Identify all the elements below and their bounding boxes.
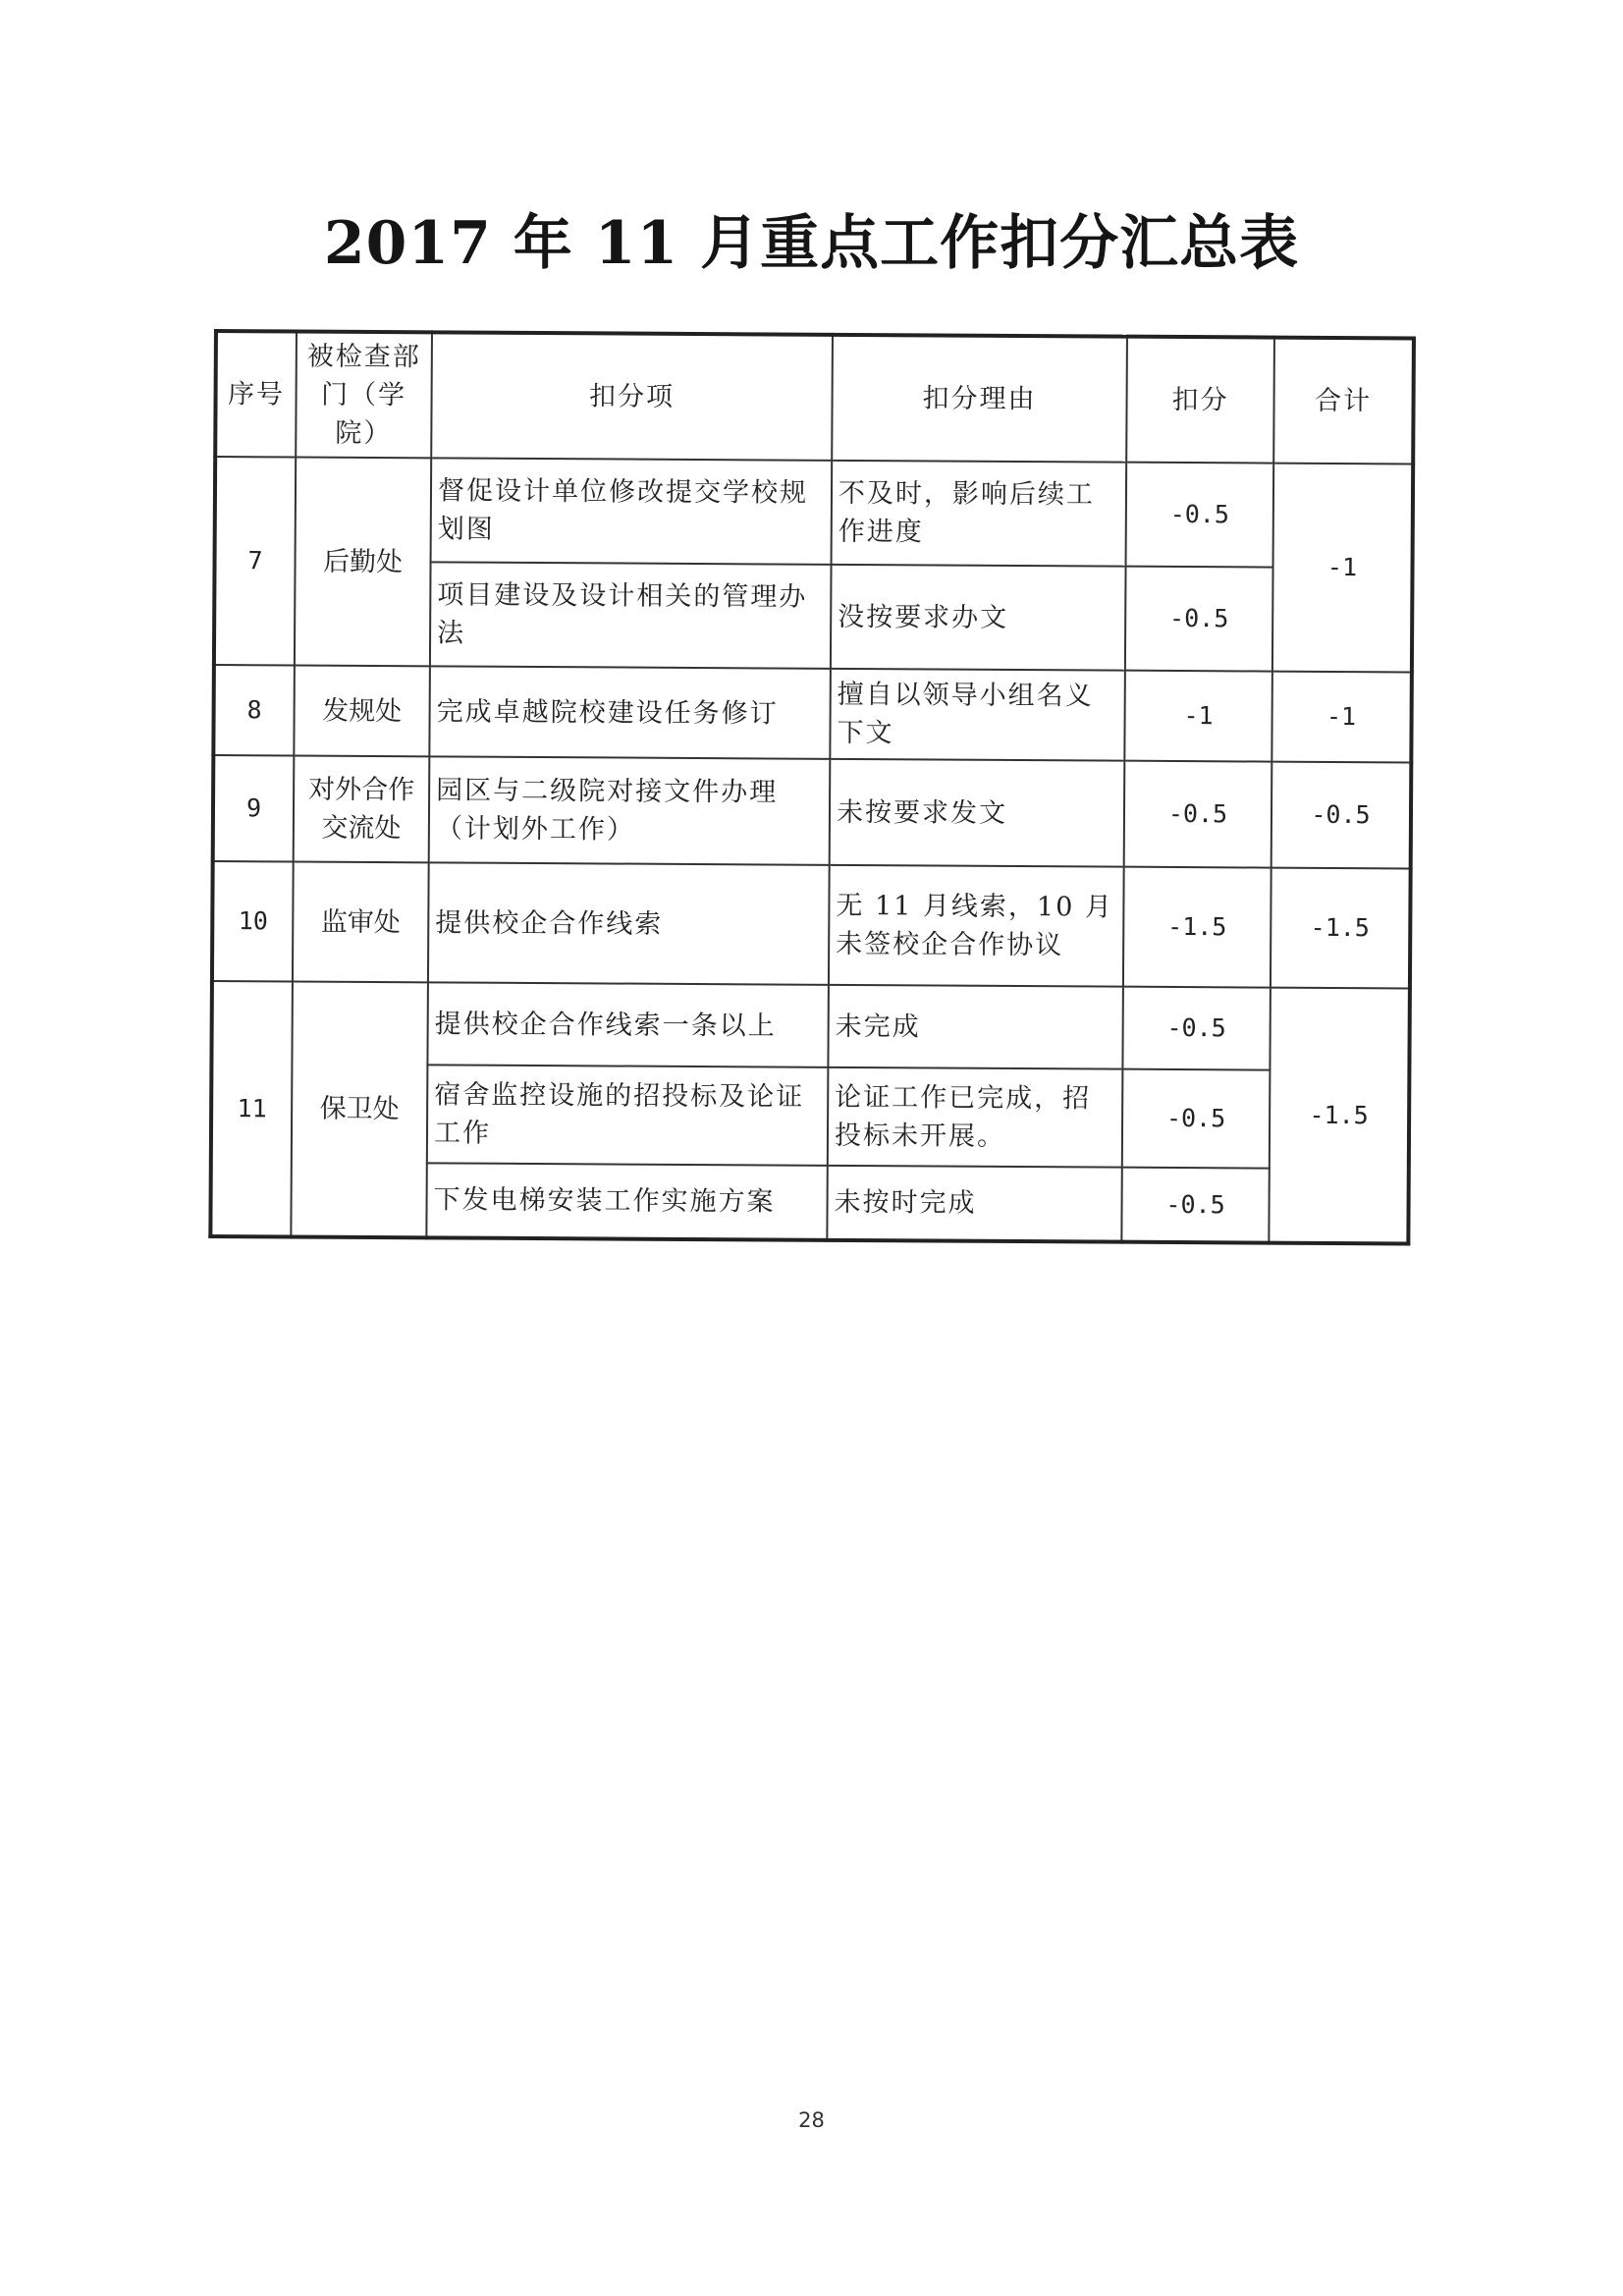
row-dept: 对外合作交流处	[294, 756, 430, 863]
row-reason: 擅自以领导小组名义下文	[830, 669, 1125, 761]
header-score: 扣分	[1126, 337, 1274, 464]
header-total: 合计	[1273, 338, 1414, 465]
row-reason: 没按要求办文	[831, 565, 1126, 671]
row-dept: 监审处	[293, 862, 429, 983]
table-row	[213, 755, 1412, 868]
header-item: 扣分项	[431, 332, 833, 461]
table-row	[211, 981, 1409, 1070]
row-item: 完成卓越院校建设任务修订	[429, 667, 831, 759]
table-row	[213, 665, 1412, 762]
row-dept: 后勤处	[295, 458, 431, 667]
row-item: 项目建设及设计相关的管理办法	[430, 563, 832, 669]
row-reason: 无 11 月线索，10 月未签校企合作协议	[829, 865, 1124, 987]
row-score: -0.5	[1122, 987, 1271, 1070]
deduction-summary-table	[208, 329, 1416, 1246]
table-header-row	[215, 331, 1414, 465]
row-reason: 未按时完成	[827, 1166, 1121, 1242]
row-reason: 论证工作已完成，招投标未开展。	[828, 1067, 1123, 1168]
row-seq: 9	[213, 755, 295, 861]
table-row	[215, 457, 1414, 568]
row-score: -0.5	[1126, 463, 1274, 568]
row-total: -1.5	[1269, 988, 1410, 1244]
row-item: 提供校企合作线索	[428, 863, 830, 985]
row-total: -1	[1272, 464, 1413, 673]
row-item: 提供校企合作线索一条以上	[427, 983, 829, 1067]
row-item: 宿舍监控设施的招投标及论证工作	[427, 1066, 829, 1166]
row-reason: 不及时，影响后续工作进度	[832, 461, 1127, 567]
row-seq: 7	[214, 457, 296, 665]
row-reason: 未按要求发文	[830, 759, 1125, 867]
row-dept: 发规处	[294, 666, 430, 757]
row-seq: 8	[213, 665, 295, 755]
header-reason: 扣分理由	[832, 335, 1127, 463]
row-score: -0.5	[1122, 1069, 1271, 1169]
row-item: 督促设计单位修改提交学校规划图	[431, 459, 833, 565]
row-total: -1	[1271, 672, 1412, 763]
table-row	[212, 861, 1411, 988]
header-dept: 被检查部门（学院）	[296, 332, 432, 459]
row-score: -0.5	[1124, 761, 1272, 868]
row-item: 园区与二级院对接文件办理（计划外工作）	[429, 757, 831, 865]
row-dept: 保卫处	[291, 982, 428, 1238]
row-item: 下发电梯安装工作实施方案	[426, 1164, 827, 1240]
row-score: -0.5	[1125, 567, 1273, 672]
row-score: -0.5	[1121, 1168, 1269, 1243]
row-total: -1.5	[1271, 868, 1411, 989]
page-title: 2017 年 11 月重点工作扣分汇总表	[323, 209, 1300, 278]
row-seq: 11	[210, 981, 293, 1236]
header-seq: 序号	[215, 331, 297, 458]
row-seq: 10	[212, 861, 294, 981]
row-score: -1.5	[1123, 867, 1271, 988]
page-number: 28	[798, 2108, 825, 2132]
row-reason: 未完成	[828, 985, 1123, 1069]
row-score: -1	[1124, 671, 1272, 762]
deduction-summary-table-wrapper	[208, 329, 1412, 1246]
row-total: -0.5	[1271, 762, 1412, 869]
